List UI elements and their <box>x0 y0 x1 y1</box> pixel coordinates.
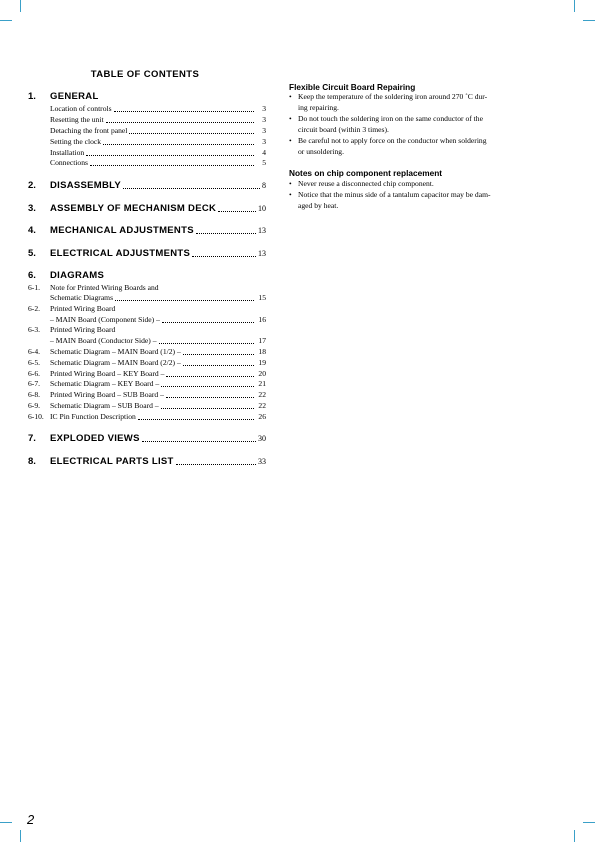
crop-mark-bottom-right-v <box>574 830 575 842</box>
entry-page: 22 <box>258 401 266 410</box>
toc-entry[interactable] <box>28 126 266 137</box>
entry-page: 18 <box>258 347 266 356</box>
section-page: 30 <box>258 434 266 443</box>
section-page: 33 <box>258 457 266 466</box>
leader-dots <box>166 390 254 398</box>
toc-section-parts-list[interactable] <box>28 456 266 468</box>
crop-mark-bottom-left-h <box>0 822 12 823</box>
bullet-text-cont: circuit board (within 3 times). <box>298 124 389 134</box>
entry-title: Resetting the unit <box>50 115 104 124</box>
leader-dots <box>161 379 254 387</box>
toc-section-diagrams[interactable] <box>28 270 266 282</box>
entry-number: 6-8. <box>28 390 41 399</box>
toc-entry-line1[interactable] <box>28 304 266 315</box>
section-number: 4. <box>28 225 36 236</box>
section-title: DIAGRAMS <box>50 270 105 281</box>
entry-page: 15 <box>258 293 266 302</box>
section-title: ELECTRICAL ADJUSTMENTS <box>50 248 191 259</box>
bullet-icon: • <box>289 92 292 101</box>
entry-title-line1: Printed Wiring Board <box>50 304 116 313</box>
leader-dots <box>138 412 254 420</box>
entry-title: Printed Wiring Board – SUB Board – <box>50 390 164 399</box>
bullet-text: Keep the temperature of the soldering iron around 270 ˚C dur- <box>298 92 488 101</box>
entry-page: 16 <box>258 315 266 324</box>
toc-entry[interactable] <box>28 148 266 159</box>
entry-page: 3 <box>262 126 266 135</box>
crop-mark-top-right-h <box>583 20 595 21</box>
entry-page: 26 <box>258 412 266 421</box>
toc-entry[interactable] <box>28 412 266 423</box>
section-title: DISASSEMBLY <box>50 180 122 191</box>
section-number: 5. <box>28 248 36 259</box>
section-number: 8. <box>28 456 36 467</box>
bullet-text-cont: aged by heat. <box>298 200 339 210</box>
entry-page: 19 <box>258 358 266 367</box>
entry-page: 5 <box>262 158 266 167</box>
bullet-text: Never reuse a disconnected chip component. <box>298 179 434 188</box>
section-number: 7. <box>28 433 36 444</box>
entry-title: Schematic Diagrams <box>50 293 114 302</box>
entry-number: 6-3. <box>28 325 41 334</box>
leader-dots <box>142 433 256 442</box>
toc-entry-line1[interactable] <box>28 283 266 294</box>
entry-number: 6-10. <box>28 412 44 421</box>
flex-bullet <box>289 136 527 157</box>
entry-number: 6-1. <box>28 283 41 292</box>
crop-mark-bottom-left-v <box>20 830 21 842</box>
section-page: 10 <box>258 204 266 213</box>
bullet-text-cont: or unsoldering. <box>298 146 344 156</box>
crop-mark-top-left-h <box>0 20 12 21</box>
flex-board-heading: Flexible Circuit Board Repairing <box>289 82 416 92</box>
leader-dots <box>176 456 256 465</box>
leader-dots <box>115 293 254 301</box>
leader-dots <box>183 347 254 355</box>
crop-mark-top-left-v <box>20 0 21 12</box>
toc-entry[interactable] <box>28 293 266 304</box>
toc-section-disassembly[interactable] <box>28 180 266 192</box>
leader-dots <box>159 336 254 344</box>
leader-dots <box>183 358 254 366</box>
entry-title: Detaching the front panel <box>50 126 128 135</box>
toc-entry[interactable] <box>28 315 266 326</box>
bullet-text: Be careful not to apply force on the conductor when soldering <box>298 136 487 145</box>
entry-number: 6-9. <box>28 401 41 410</box>
entry-title: – MAIN Board (Component Side) – <box>50 315 160 324</box>
leader-dots <box>196 225 256 234</box>
toc-section-general[interactable] <box>28 91 266 103</box>
toc-entry-line1[interactable] <box>28 325 266 336</box>
entry-title: Printed Wiring Board – KEY Board – <box>50 369 165 378</box>
bullet-icon: • <box>289 190 292 199</box>
section-title: EXPLODED VIEWS <box>50 433 140 444</box>
toc-section-mechanical[interactable] <box>28 225 266 237</box>
bullet-icon: • <box>289 179 292 188</box>
toc-entry[interactable] <box>28 390 266 401</box>
crop-mark-bottom-right-h <box>583 822 595 823</box>
leader-dots <box>192 248 256 257</box>
entry-page: 17 <box>258 336 266 345</box>
flex-bullet <box>289 92 527 113</box>
chip-bullet <box>289 179 527 190</box>
entry-number: 6-6. <box>28 369 41 378</box>
toc-entry[interactable] <box>28 369 266 380</box>
leader-dots <box>86 148 254 156</box>
entry-title: IC Pin Function Description <box>50 412 136 421</box>
flex-bullet <box>289 114 527 135</box>
entry-page: 3 <box>262 104 266 113</box>
toc-entry[interactable] <box>28 115 266 126</box>
leader-dots <box>103 137 254 145</box>
section-title: MECHANICAL ADJUSTMENTS <box>50 225 194 236</box>
section-number: 2. <box>28 180 36 191</box>
entry-title: Connections <box>50 158 88 167</box>
entry-title: Installation <box>50 148 85 157</box>
entry-page: 3 <box>262 115 266 124</box>
entry-title: Schematic Diagram – MAIN Board (2/2) – <box>50 358 181 367</box>
entry-title: Schematic Diagram – KEY Board – <box>50 379 160 388</box>
section-title: ASSEMBLY OF MECHANISM DECK <box>50 203 217 214</box>
entry-number: 6-2. <box>28 304 41 313</box>
entry-number: 6-5. <box>28 358 41 367</box>
crop-mark-top-right-v <box>574 0 575 12</box>
entry-number: 6-7. <box>28 379 41 388</box>
toc-entry[interactable] <box>28 336 266 347</box>
section-title: ELECTRICAL PARTS LIST <box>50 456 174 467</box>
toc-entry[interactable] <box>28 158 266 169</box>
entry-title: – MAIN Board (Conductor Side) – <box>50 336 157 345</box>
bullet-text-cont: ing repairing. <box>298 102 339 112</box>
entry-page: 21 <box>258 379 266 388</box>
section-number: 3. <box>28 203 36 214</box>
entry-page: 20 <box>258 369 266 378</box>
toc-section-assembly[interactable] <box>28 203 266 215</box>
bullet-text: Notice that the minus side of a tantalum capacitor may be dam- <box>298 190 491 199</box>
leader-dots <box>129 126 254 134</box>
toc-entry[interactable] <box>28 104 266 115</box>
chip-bullet <box>289 190 527 211</box>
bullet-icon: • <box>289 114 292 123</box>
toc-entry[interactable] <box>28 347 266 358</box>
page-number: 2 <box>27 812 35 827</box>
section-number: 1. <box>28 91 36 102</box>
leader-dots <box>106 115 254 123</box>
leader-dots <box>162 315 254 323</box>
bullet-icon: • <box>289 136 292 145</box>
leader-dots <box>123 180 260 189</box>
section-page: 13 <box>258 226 266 235</box>
toc-entry[interactable] <box>28 137 266 148</box>
entry-title: Schematic Diagram – MAIN Board (1/2) – <box>50 347 181 356</box>
entry-title-line1: Note for Printed Wiring Boards and <box>50 283 159 292</box>
section-title: GENERAL <box>50 91 99 102</box>
section-page: 13 <box>258 249 266 258</box>
toc-entry[interactable] <box>28 401 266 412</box>
entry-number: 6-4. <box>28 347 41 356</box>
section-page: 8 <box>262 181 266 190</box>
leader-dots <box>90 158 254 166</box>
toc-title: TABLE OF CONTENTS <box>90 69 200 80</box>
bullet-text: Do not touch the soldering iron on the same conductor of the <box>298 114 483 123</box>
toc-section-exploded-views[interactable] <box>28 433 266 445</box>
entry-page: 4 <box>262 148 266 157</box>
section-number: 6. <box>28 270 36 281</box>
entry-title: Location of controls <box>50 104 112 113</box>
leader-dots <box>114 104 254 112</box>
toc-entry[interactable] <box>28 358 266 369</box>
toc-entry[interactable] <box>28 379 266 390</box>
leader-dots <box>161 401 254 409</box>
entry-title: Setting the clock <box>50 137 102 146</box>
entry-page: 22 <box>258 390 266 399</box>
toc-section-electrical-adj[interactable] <box>28 248 266 260</box>
entry-title: Schematic Diagram – SUB Board – <box>50 401 159 410</box>
entry-title-line1: Printed Wiring Board <box>50 325 116 334</box>
chip-notes-heading: Notes on chip component replacement <box>289 168 443 178</box>
leader-dots <box>166 369 254 377</box>
entry-page: 3 <box>262 137 266 146</box>
leader-dots <box>218 203 256 212</box>
